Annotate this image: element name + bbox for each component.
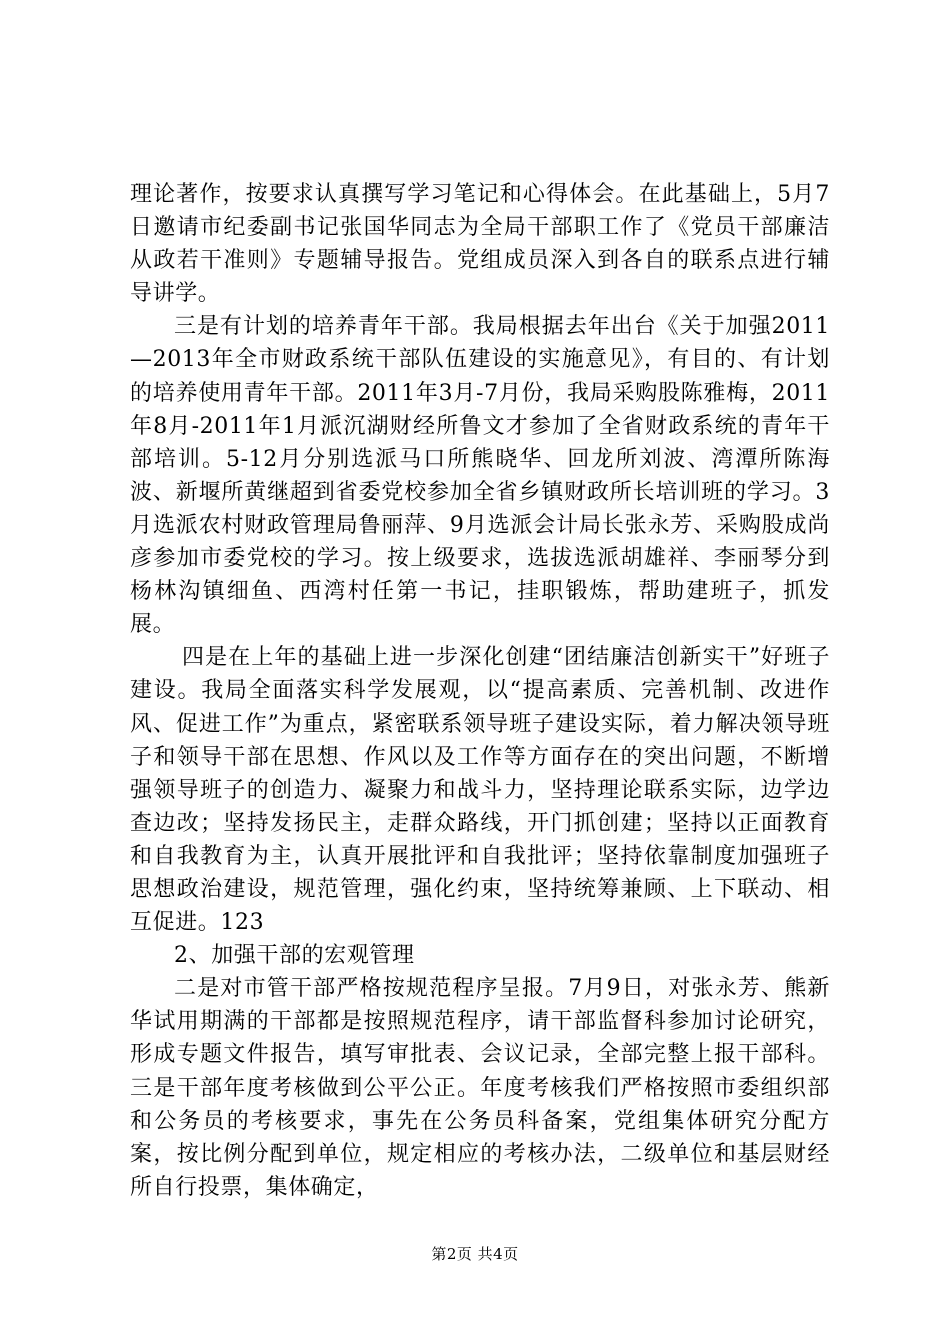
- paragraph-team-building: 四是在上年的基础上进一步深化创建“团结廉洁创新实干”好班子建设。我局全面落实科学发展观，以“提高素质、完善机制、改进作风、促进工作”为重点，紧密联系领导班子建设实际，着力解决领导班子和领导干部在思想、作风以及工作等方面存在的突出问题，不断增强领导班子的创造力、凝聚力和战斗力，坚持理论联系实际，边学边查边改；坚持发扬民主，走群众路线，开门抓创建；坚持以正面教育和自我教育为主，认真开展批评和自我批评；坚持依靠制度加强班子思想政治建设，规范管理，强化约束，坚持统筹兼顾、上下联动、相互促进。123: [130, 645, 830, 936]
- page-footer: 第2页 共4页: [431, 1245, 519, 1263]
- document-body: [130, 178, 830, 1204]
- section-heading: 2、加强干部的宏观管理: [174, 943, 415, 969]
- paragraph-youth-cadres: 三是有计划的培养青年干部。我局根据去年出台《关于加强2011—2013年全市财政系统干部队伍建设的实施意见》，有目的、有计划的培养使用青年干部。2011年3月-7月份，我局采购股陈雅梅，2011年8月-2011年1月派沉湖财经所鲁文才参加了全省财政系统的青年干部培训。5-12月分别选派马口所熊晓华、回龙所刘波、湾潭所陈海波、新堰所黄继超到省委党校参加全省乡镇财政所长培训班的学习。3月选派农村财政管理局鲁丽萍、9月选派会计局长张永芳、采购股成尚彦参加市委党校的学习。按上级要求，选拔选派胡雄祥、李丽琴分到杨林沟镇细鱼、西湾村任第一书记，挂职锻炼，帮助建班子，抓发展。: [130, 314, 830, 638]
- paragraph-continuation: 理论著作，按要求认真撰写学习笔记和心得体会。在此基础上，5月7日邀请市纪委副书记张国华同志为全局干部职工作了《党员干部廉洁从政若干准则》专题辅导报告。党组成员深入到各自的联系点进行辅导讲学。: [130, 182, 830, 307]
- paragraph-cadre-management: 二是对市管干部严格按规范程序呈报。7月9日，对张永芳、熊新华试用期满的干部都是按照规范程序，请干部监督科参加讨论研究，形成专题文件报告，填写审批表、会议记录，全部完整上报干部科。三是干部年度考核做到公平公正。年度考核我们严格按照市委组织部和公务员的考核要求，事先在公务员科备案，党组集体研究分配方案，按比例分配到单位，规定相应的考核办法，二级单位和基层财经所自行投票，集体确定，: [130, 976, 830, 1200]
